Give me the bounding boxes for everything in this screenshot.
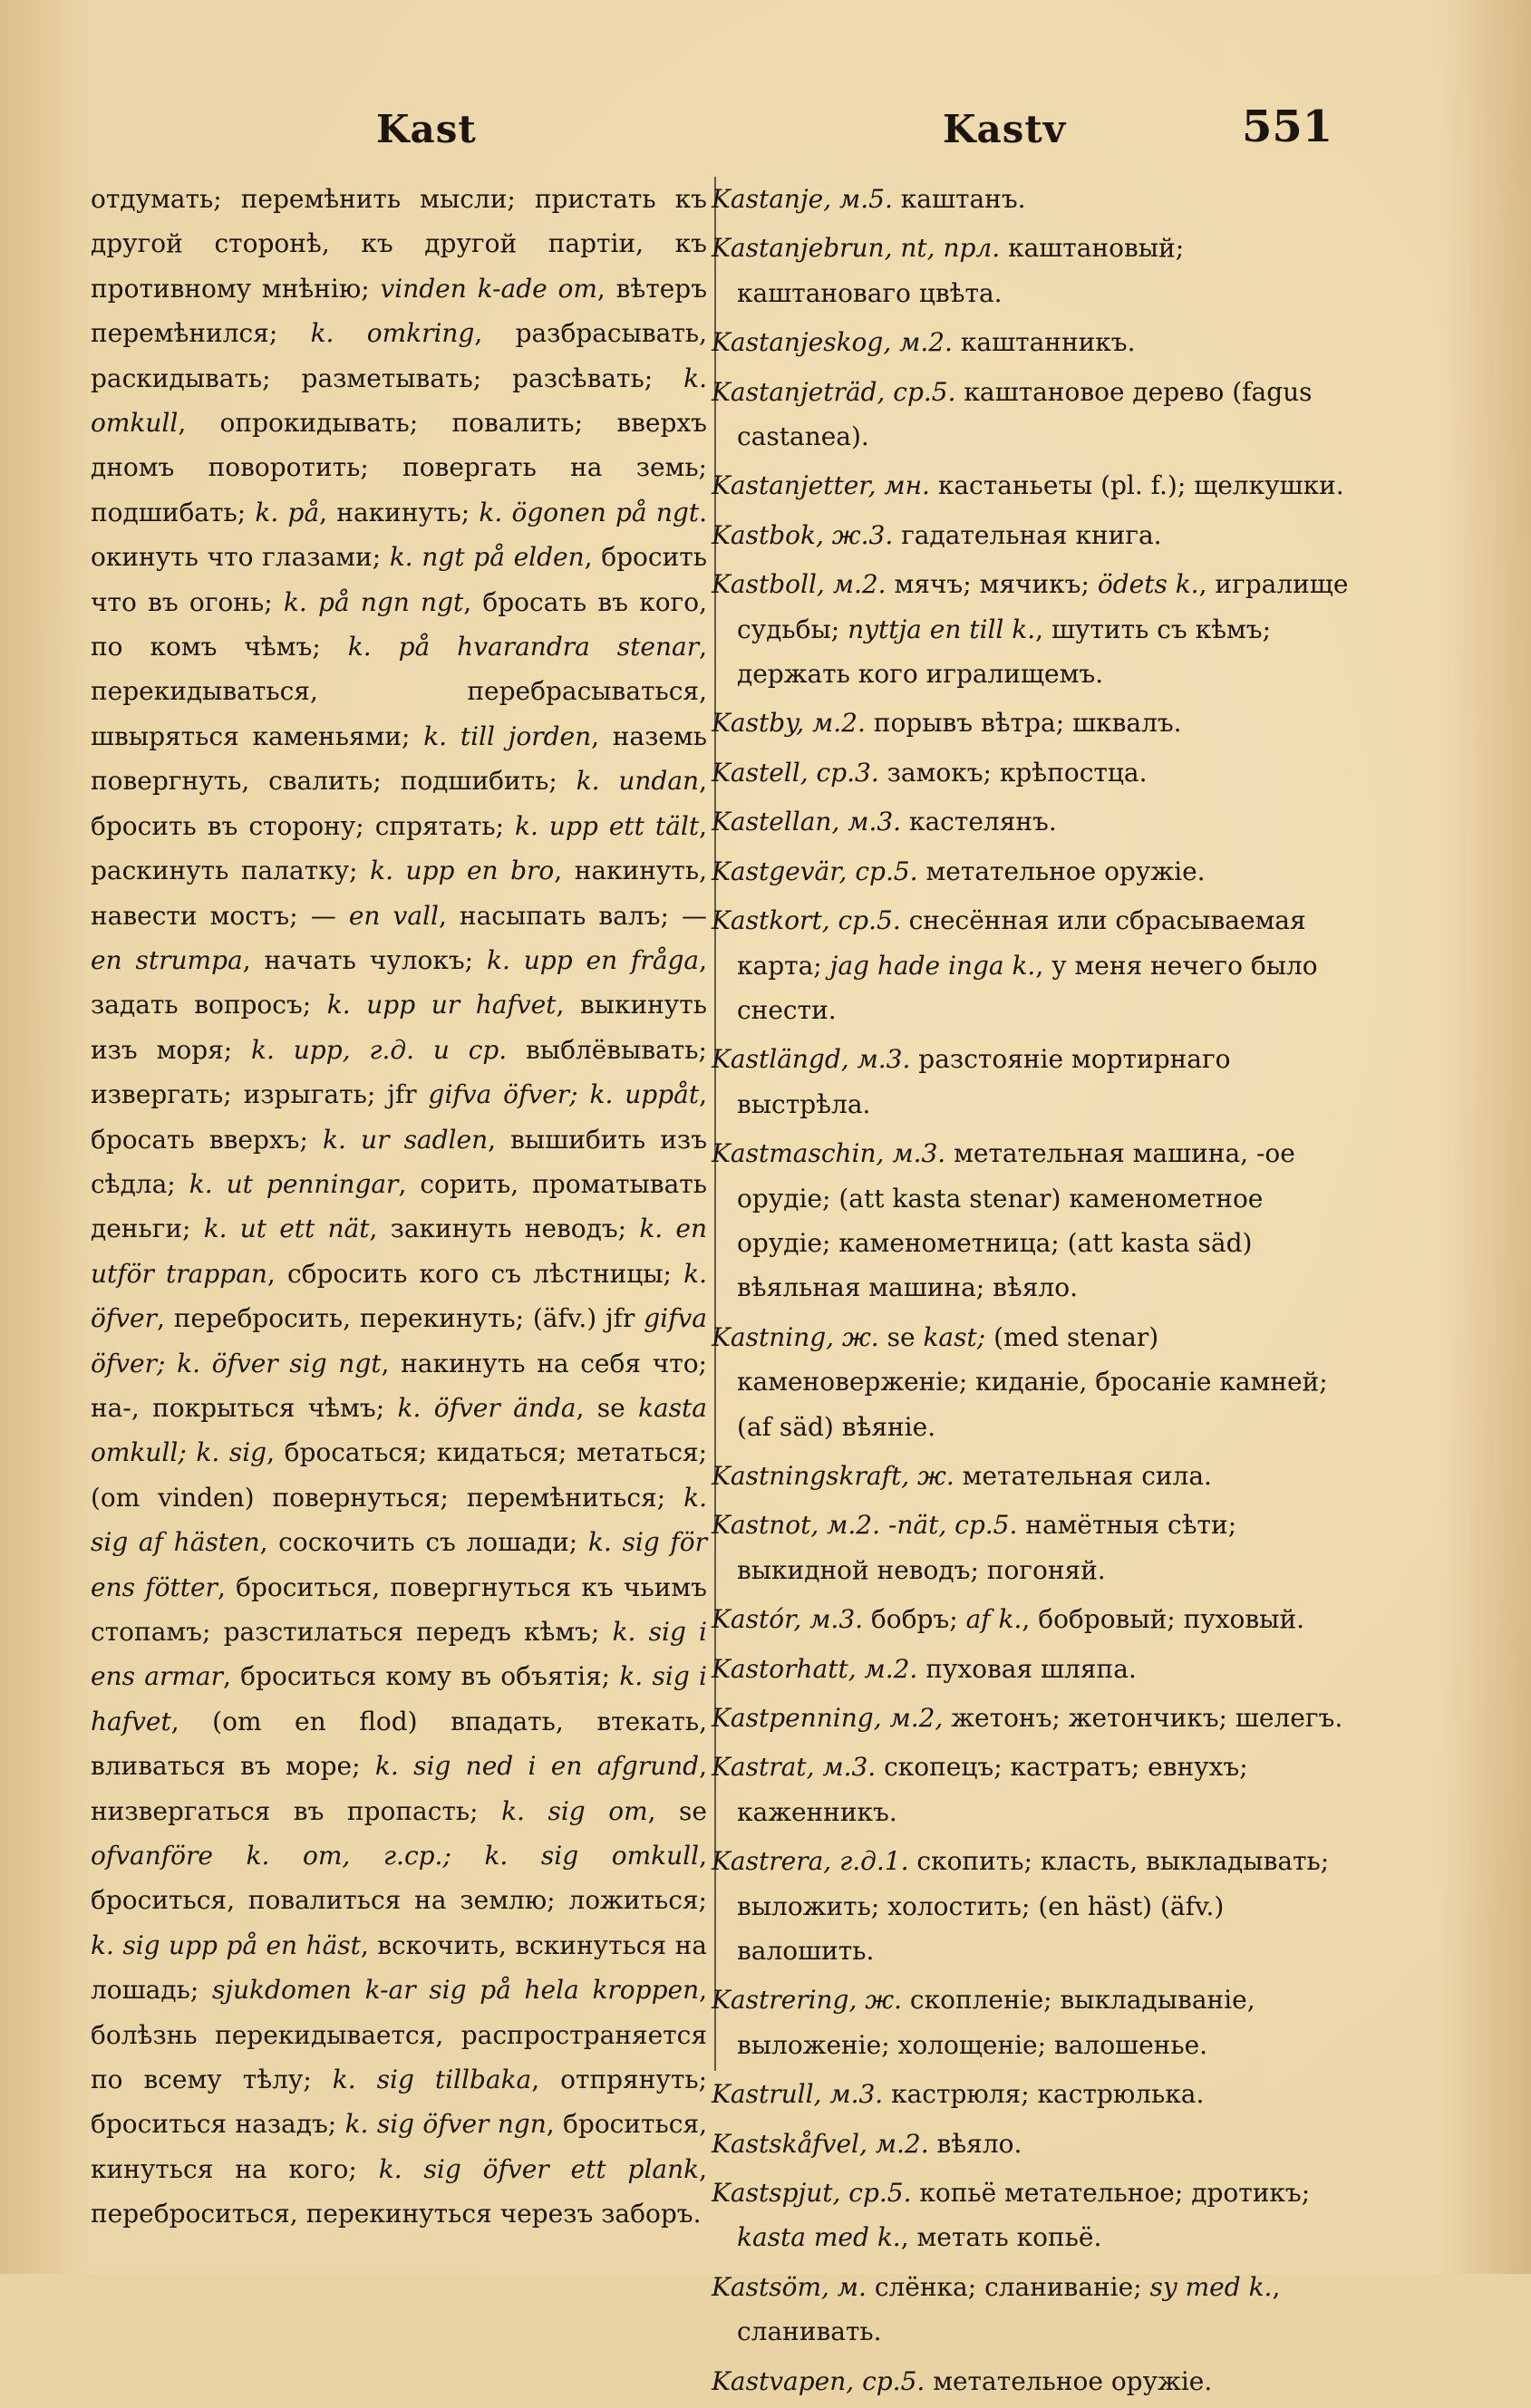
swedish-phrase: k. omkull [91,363,707,439]
swedish-phrase: sy med k. [1149,2271,1273,2302]
swedish-phrase: gifva öfver; k. uppåt [428,1079,700,1110]
swedish-phrase: kasta omkull; k. sig [91,1392,707,1468]
russian-gloss: , перебросить, перекинуть; (äfv.) jfr [157,1303,644,1334]
swedish-phrase: k. sig öfver ett plank [378,2153,700,2184]
dictionary-entry [712,463,1360,508]
swedish-phrase: k. på [255,497,320,527]
swedish-phrase: nyttja en till k. [848,614,1036,644]
russian-gloss: , вышибить изъ сѣдла; [91,1124,708,1199]
russian-gloss: . окинуть что глазами; [91,497,707,573]
headword: Kastspjut, ср.5. [712,2178,912,2209]
swedish-phrase: ödets k. [1097,569,1199,600]
swedish-phrase: k. på hvarandra stenar [347,632,700,662]
russian-gloss: , закинуть неводъ; [369,1214,640,1244]
russian-gloss: каштанникъ. [952,327,1136,358]
swedish-phrase: k. upp en bro [370,856,555,886]
russian-gloss: , у меня нечего было снести. [737,950,1318,1025]
russian-gloss: , броситься, повалиться на землю; ложиться; [91,1841,707,1916]
swedish-phrase: k. ngt på elden [389,542,585,573]
swedish-phrase: k. omkring [310,318,475,349]
dictionary-entry [712,2265,1360,2355]
russian-gloss: намётныя сѣти; выкидной неводъ; погоняй. [737,1510,1237,1585]
russian-gloss: , бросаться; кидаться; метаться; (om vinden) повернуться; перемѣниться; [91,1437,707,1513]
russian-gloss: бобръ; [863,1604,966,1635]
swedish-phrase: k. sig ned i en afgrund [374,1751,700,1782]
russian-gloss: метательное оружіе. [925,2365,1213,2396]
russian-gloss: скопленіе; выкладываніе, выложеніе; холощеніе; валошенье. [737,1985,1255,2060]
swedish-phrase: en vall [348,900,439,931]
russian-gloss: , se [576,1392,639,1423]
swedish-phrase: ofvanföre k. om, г.ср.; k. sig omkull [91,1841,700,1871]
dictionary-entry [712,1978,1360,2067]
dictionary-entry [712,1503,1360,1592]
headword: Kastbok, ж.3. [712,519,894,550]
russian-gloss: , выкинуть изъ моря; [91,990,707,1065]
swedish-phrase: k. ur sadlen [323,1124,489,1155]
russian-gloss: , начать чулокъ; [242,944,487,975]
dictionary-entry [712,849,1360,894]
swedish-phrase: k. ögonen på ngt [479,497,700,527]
russian-gloss: , бросить что въ огонь; [91,542,707,617]
swedish-phrase: k. på ngn ngt [283,586,464,617]
russian-gloss: , болѣзнь перекидывается, распространяется по всему тѣлу; [91,1975,708,2095]
russian-gloss: , разбрасывать, раскидывать; разметывать; разсѣвать; [91,318,707,393]
russian-gloss: (med stenar) каменоверженіе; киданіе, бросаніе камней; (af säd) вѣяніе. [737,1321,1328,1442]
swedish-phrase: kasta med k. [737,2222,901,2253]
swedish-phrase: k. öfver [91,1258,707,1334]
dictionary-entry [712,2122,1360,2166]
russian-gloss: , бобровый; пуховый. [1022,1604,1305,1635]
russian-gloss: , бросать вверхъ; [91,1079,708,1155]
russian-gloss: , переброситься, перекинуться черезъ заборъ. [91,2153,707,2229]
swedish-phrase: k. öfver ända [397,1392,577,1423]
swedish-phrase: k. sig för ens fötter [91,1527,707,1602]
swedish-phrase: k. upp, г.д. и ср. [251,1034,508,1065]
swedish-phrase: k. sig af hästen [91,1482,707,1558]
swedish-phrase: k. ut penningar [189,1168,399,1199]
russian-gloss: , опрокидывать; повалить; вверхъ дномъ поворотить; повергать на земь; подшибать; [91,408,707,527]
swedish-phrase: sjukdomen k-ar sig på hela kroppen [211,1975,700,2006]
russian-gloss: , броситься, кинуться на кого; [91,2109,708,2184]
headword: Kastorhatt, м.2. [712,1653,918,1684]
russian-gloss: каштанъ. [892,184,1026,214]
right-column [712,177,1360,2408]
headword: Kastmaschin, м.3. [712,1138,946,1169]
headword: Kastanjetter, мн. [712,470,930,501]
headword: Kastboll, м.2. [712,569,887,600]
headword: Kastby, м.2. [712,708,866,739]
dictionary-entry [712,1315,1360,1449]
dictionary-entry [712,513,1360,557]
russian-gloss: порывъ вѣтра; шквалъ. [865,708,1182,739]
russian-gloss: , наземь повергнуть, свалить; подшибить; [91,720,707,797]
russian-gloss: кастаньеты (pl. f.); щелкушки. [929,470,1344,501]
russian-gloss: копьё метательное; дротикъ; [911,2178,1311,2209]
dictionary-entry [712,1696,1360,1740]
russian-gloss: , шутить съ кѣмъ; держать кого игралищемъ. [737,614,1272,690]
dictionary-entry [712,2072,1360,2116]
headword: Kastrat, м.3. [712,1752,877,1783]
headword: Kastvapen, ср.5. [712,2365,925,2396]
swedish-phrase: vinden k-ade om [380,273,597,304]
russian-gloss: , задать вопросъ; [91,944,707,1020]
swedish-phrase: k. till jorden [423,720,592,751]
dictionary-entry [712,562,1360,696]
dictionary-entry [712,750,1360,795]
running-head-left: Kast [376,107,477,151]
headword: Kastgevär, ср.5. [712,856,918,886]
headword: Kastsöm, м. [712,2271,867,2302]
russian-gloss: кастелянъ. [901,807,1057,837]
headword: Kastrera, г.д.1. [712,1846,909,1877]
headword: Kastnot, м.2. -nät, ср.5. [712,1510,1018,1541]
headword: Kastrull, м.3. [712,2079,884,2110]
russian-gloss: , броситься кому въ объятія; [222,1661,620,1692]
swedish-phrase: k. sig öfver ngn [344,2109,547,2140]
dictionary-entry [712,1037,1360,1127]
dictionary-entry [712,1454,1360,1498]
russian-gloss: , накинуть, навести мостъ; — [91,856,707,931]
russian-gloss: , метать копьё. [900,2222,1102,2253]
headword: Kastanjeträd, ср.5. [712,376,956,407]
dictionary-entry [712,799,1360,844]
swedish-phrase: kast; [923,1321,986,1352]
swedish-phrase: k. sig om [501,1795,648,1826]
swedish-phrase: k. upp ur hafvet [326,990,557,1020]
dictionary-entry [712,2171,1360,2260]
russian-gloss: , перекидываться, перебрасываться, швыряться каменьями; [91,632,707,751]
russian-gloss: , вскочить, вскинуться на лошадь; [91,1929,707,2006]
dictionary-entry [712,1597,1360,1641]
russian-gloss: жетонъ; жетончикъ; шелегъ. [943,1703,1343,1733]
russian-gloss: , отпрянуть; броситься назадъ; [91,2065,708,2140]
dictionary-entry [712,226,1360,315]
russian-gloss: , вѣтеръ перемѣнился; [91,273,708,349]
dictionary-entry [712,1745,1360,1834]
swedish-phrase: jag hade inga k. [829,950,1036,981]
dictionary-entry [712,2359,1360,2403]
running-head-right: Kastv [943,107,1067,151]
russian-gloss: метательная машина, -ое орудіе; (att kasta stenar) каменометное орудіе; каменометница; (att kasta säd) вѣяльная машина; вѣяло. [737,1138,1295,1303]
swedish-phrase: k. upp en fråga [486,944,700,975]
dictionary-entry [712,177,1360,221]
swedish-phrase: gifva öfver; k. öfver sig ngt [91,1303,707,1378]
russian-gloss: , бросить въ сторону; спрятать; [91,766,707,841]
russian-gloss: вѣяло. [928,2128,1022,2159]
headword: Kastellan, м.3. [712,807,902,837]
swedish-phrase: k. sig tillbaka [332,2065,532,2095]
russian-gloss: скопецъ; кастратъ; евнухъ; каженникъ. [737,1752,1248,1827]
russian-gloss: , броситься, повергнуться къ чьимъ стопамъ; разстилаться передъ кѣмъ; [91,1571,707,1647]
page-header [0,102,1531,170]
dictionary-entry [712,370,1360,459]
headword: Kastanjebrun, nt, прл. [712,233,1001,264]
swedish-phrase: k. sig i ens armar [91,1617,707,1692]
swedish-phrase: af k. [965,1604,1022,1635]
russian-gloss: отдумать; перемѣнить мысли; пристать къ другой сторонѣ, къ другой партіи, къ противному мнѣнію; [91,184,707,304]
russian-gloss: , накинуть; [319,497,480,527]
russian-gloss: каштановый; каштановаго цвѣта. [737,233,1185,308]
russian-gloss: скопить; класть, выкладывать; выложить; холостить; (en häst) (äfv.) валошить. [737,1846,1330,1967]
russian-gloss: метательное оружіе. [917,856,1206,886]
headword: Kastanjeskog, м.2. [712,327,953,358]
headword: Kastlängd, м.3. [712,1044,911,1075]
russian-gloss: каштановое дерево (fagus castanea). [737,376,1313,452]
headword: Kastell, ср.3. [712,757,879,788]
russian-gloss: замокъ; крѣпостца. [878,757,1148,788]
swedish-phrase: k. ut ett nät [203,1214,370,1244]
russian-gloss: разстояніе мортирнаго выстрѣла. [737,1044,1231,1119]
entry-continuation [91,177,707,2237]
headword: Kastning, ж. [712,1321,879,1352]
headword: Kastkort, ср.5. [712,905,901,936]
swedish-phrase: k. sig i hafvet [91,1661,707,1736]
russian-gloss: кастрюля; кастрюлька. [883,2079,1205,2110]
russian-gloss: пуховая шляпа. [917,1653,1137,1684]
swedish-phrase: k. sig upp på en häst [91,1929,361,1960]
dictionary-entry [712,1647,1360,1691]
dictionary-entry [712,898,1360,1032]
dictionary-entry [712,1131,1360,1310]
russian-gloss: , низвергаться въ пропасть; [91,1751,708,1826]
russian-gloss: , сланивать. [737,2271,1281,2347]
swedish-phrase: k. upp ett tält [515,810,700,841]
russian-gloss: , бросать въ кого, по комъ чѣмъ; [91,586,707,662]
left-column [91,177,707,2237]
russian-gloss: гадательная книга. [893,519,1162,550]
russian-gloss: , сорить, проматывать деньги; [91,1168,708,1244]
dictionary-entry [712,320,1360,364]
swedish-phrase: k. undan [576,766,700,797]
headword: Kastanje, м.5. [712,184,893,214]
russian-gloss: снесённая или сбрасываемая карта; [737,905,1306,981]
headword: Kastrering, ж. [712,1985,903,2016]
russian-gloss: выблёвывать; извергать; изрыгать; jfr [91,1034,707,1110]
russian-gloss: , se [647,1795,707,1826]
page-number: 551 [1242,102,1333,152]
russian-gloss: , насыпать валъ; — [438,900,707,931]
russian-gloss: , накинуть на себя что; на-, покрыться чѣмъ; [91,1348,707,1423]
russian-gloss: , соскочить съ лошади; [259,1527,588,1558]
russian-gloss: , сбросить кого съ лѣстницы; [266,1258,684,1289]
russian-gloss: , (om en flod) впадать, втекать, вливаться въ море; [91,1706,707,1782]
russian-gloss: метательная сила. [954,1460,1212,1491]
headword: Kastór, м.3. [712,1604,864,1635]
headword: Kastpenning, м.2, [712,1703,944,1733]
russian-gloss: , игралище судьбы; [737,569,1349,644]
russian-gloss: se [878,1321,924,1352]
russian-gloss: , раскинуть палатку; [91,810,707,886]
russian-gloss: мячъ; мячикъ; [886,569,1098,600]
swedish-phrase: k. en utför trappan [91,1214,707,1289]
headword: Kastningskraft, ж. [712,1460,954,1491]
dictionary-entry [712,701,1360,745]
dictionary-entry [712,1839,1360,1973]
headword: Kastskåfvel, м.2. [712,2128,929,2159]
russian-gloss: слёнка; сланиваніе; [866,2271,1150,2302]
swedish-phrase: en strumpa [91,944,243,975]
